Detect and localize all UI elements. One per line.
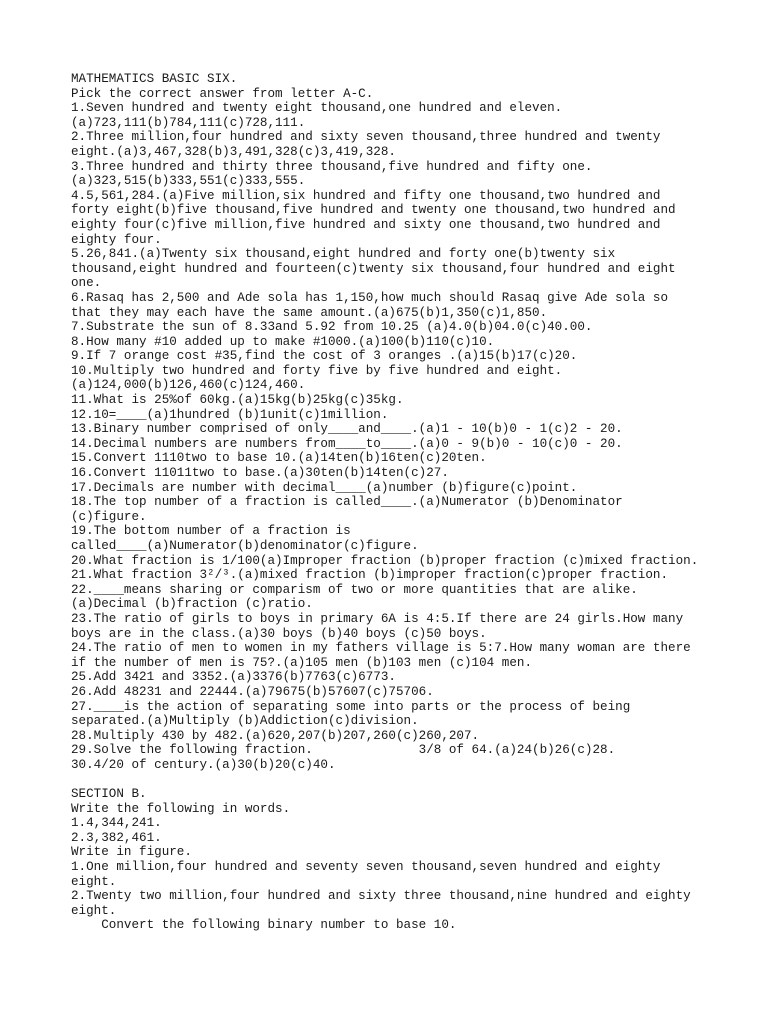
question-line: 24.The ratio of men to women in my fathers village is 5:7.How many woman are there bbox=[71, 641, 691, 656]
question-line: eight. bbox=[71, 874, 117, 889]
document-title: MATHEMATICS BASIC SIX. bbox=[71, 72, 238, 86]
question-line: 11.What is 25%of 60kg.(a)15kg(b)25kg(c)35kg. bbox=[71, 393, 404, 408]
question-line: 12.10=____(a)1hundred (b)1unit(c)1million. bbox=[71, 407, 389, 422]
question-line: 27.____is the action of separating some into parts or the process of being bbox=[71, 699, 631, 714]
question-line: (a)Decimal (b)fraction (c)ratio. bbox=[71, 597, 313, 612]
question-line: 2.Twenty two million,four hundred and sixty three thousand,nine hundred and eighty bbox=[71, 889, 691, 904]
question-line: (a)323,515(b)333,551(c)333,555. bbox=[71, 174, 306, 189]
section-b-heading: SECTION B. bbox=[71, 787, 147, 802]
question-line: 30.4/20 of century.(a)30(b)20(c)40. bbox=[71, 757, 336, 772]
question-line: (a)124,000(b)126,460(c)124,460. bbox=[71, 378, 306, 393]
question-line: (c)figure. bbox=[71, 509, 147, 524]
question-line: forty eight(b)five thousand,five hundred and twenty one thousand,two hundred and bbox=[71, 203, 676, 218]
section-a-instruction: Pick the correct answer from letter A-C. bbox=[71, 86, 374, 101]
question-line: one. bbox=[71, 276, 102, 291]
question-line: 4.5,561,284.(a)Five million,six hundred and fifty one thousand,two hundred and bbox=[71, 188, 661, 203]
question-line: 14.Decimal numbers are numbers from____to____.(a)0 - 9(b)0 - 10(c)0 - 20. bbox=[71, 436, 623, 451]
section-b-questions bbox=[71, 802, 731, 933]
question-line: 16.Convert 11011two to base.(a)30ten(b)14ten(c)27. bbox=[71, 466, 449, 481]
question-line: 13.Binary number comprised of only____and____.(a)1 - 10(b)0 - 1(c)2 - 20. bbox=[71, 422, 623, 437]
question-line: Write in figure. bbox=[71, 845, 192, 860]
section-a-questions bbox=[71, 101, 731, 772]
question-line: 17.Decimals are number with decimal____(a)number (b)figure(c)point. bbox=[71, 480, 578, 495]
question-line: 26.Add 48231 and 22444.(a)79675(b)57607(c)75706. bbox=[71, 684, 434, 699]
question-line: 20.What fraction is 1/100(a)Improper fraction (b)proper fraction (c)mixed fraction. bbox=[71, 553, 699, 568]
question-line: Convert the following binary number to base 10. bbox=[71, 918, 457, 933]
question-line: 23.The ratio of girls to boys in primary 6A is 4:5.If there are 24 girls.How many bbox=[71, 611, 684, 626]
question-line: if the number of men is 75?.(a)105 men (b)103 men (c)104 men. bbox=[71, 655, 533, 670]
question-line: 7.Substrate the sun of 8.33and 5.92 from 10.25 (a)4.0(b)04.0(c)40.00. bbox=[71, 320, 593, 335]
question-line: 25.Add 3421 and 3352.(a)3376(b)7763(c)6773. bbox=[71, 670, 396, 685]
section-spacer bbox=[71, 773, 731, 788]
question-line: eight. bbox=[71, 903, 117, 918]
question-line: 29.Solve the following fraction. 3/8 of 64.(a)24(b)26(c)28. bbox=[71, 743, 616, 758]
question-line: 9.If 7 orange cost #35,find the cost of 3 oranges .(a)15(b)17(c)20. bbox=[71, 349, 578, 364]
question-line: 1.Seven hundred and twenty eight thousand,one hundred and eleven. bbox=[71, 101, 563, 116]
question-line: eighty four. bbox=[71, 232, 162, 247]
question-line: 8.How many #10 added up to make #1000.(a)100(b)110(c)10. bbox=[71, 334, 495, 349]
question-line: 18.The top number of a fraction is called____.(a)Numerator (b)Denominator bbox=[71, 495, 623, 510]
question-line: 2.3,382,461. bbox=[71, 830, 162, 845]
question-line: boys are in the class.(a)30 boys (b)40 boys (c)50 boys. bbox=[71, 626, 487, 641]
question-line: thousand,eight hundred and fourteen(c)twenty six thousand,four hundred and eight bbox=[71, 261, 676, 276]
question-line: (a)723,111(b)784,111(c)728,111. bbox=[71, 115, 306, 130]
question-line: 15.Convert 1110two to base 10.(a)14ten(b)16ten(c)20ten. bbox=[71, 451, 487, 466]
question-line: 2.Three million,four hundred and sixty seven thousand,three hundred and twenty bbox=[71, 130, 661, 145]
question-line: eight.(a)3,467,328(b)3,491,328(c)3,419,328. bbox=[71, 144, 396, 159]
question-line: 21.What fraction 3²/³.(a)mixed fraction (b)improper fraction(c)proper fraction. bbox=[71, 568, 669, 583]
question-line: eighty four(c)five million,five hundred and sixty one thousand,two hundred and bbox=[71, 217, 661, 232]
question-line: Write the following in words. bbox=[71, 801, 291, 816]
question-line: 28.Multiply 430 by 482.(a)620,207(b)207,260(c)260,207. bbox=[71, 728, 480, 743]
document-page bbox=[71, 72, 731, 933]
question-line: 1.One million,four hundred and seventy seven thousand,seven hundred and eighty bbox=[71, 860, 661, 875]
question-line: separated.(a)Multiply (b)Addiction(c)division. bbox=[71, 714, 419, 729]
question-line: called____(a)Numerator(b)denominator(c)figure. bbox=[71, 539, 419, 553]
question-line: 6.Rasaq has 2,500 and Ade sola has 1,150,how much should Rasaq give Ade sola so bbox=[71, 290, 669, 305]
question-line: that they may each have the same amount.(a)675(b)1,350(c)1,850. bbox=[71, 305, 548, 320]
question-line: 22.____means sharing or comparism of two or more quantities that are alike. bbox=[71, 582, 638, 597]
question-line: 5.26,841.(a)Twenty six thousand,eight hundred and forty one(b)twenty six bbox=[71, 247, 616, 262]
question-line: 1.4,344,241. bbox=[71, 816, 162, 831]
question-line: 10.Multiply two hundred and forty five by five hundred and eight. bbox=[71, 363, 563, 378]
question-line: 3.Three hundred and thirty three thousand,five hundred and fifty one. bbox=[71, 159, 593, 174]
question-line: 19.The bottom number of a fraction is bbox=[71, 524, 351, 539]
